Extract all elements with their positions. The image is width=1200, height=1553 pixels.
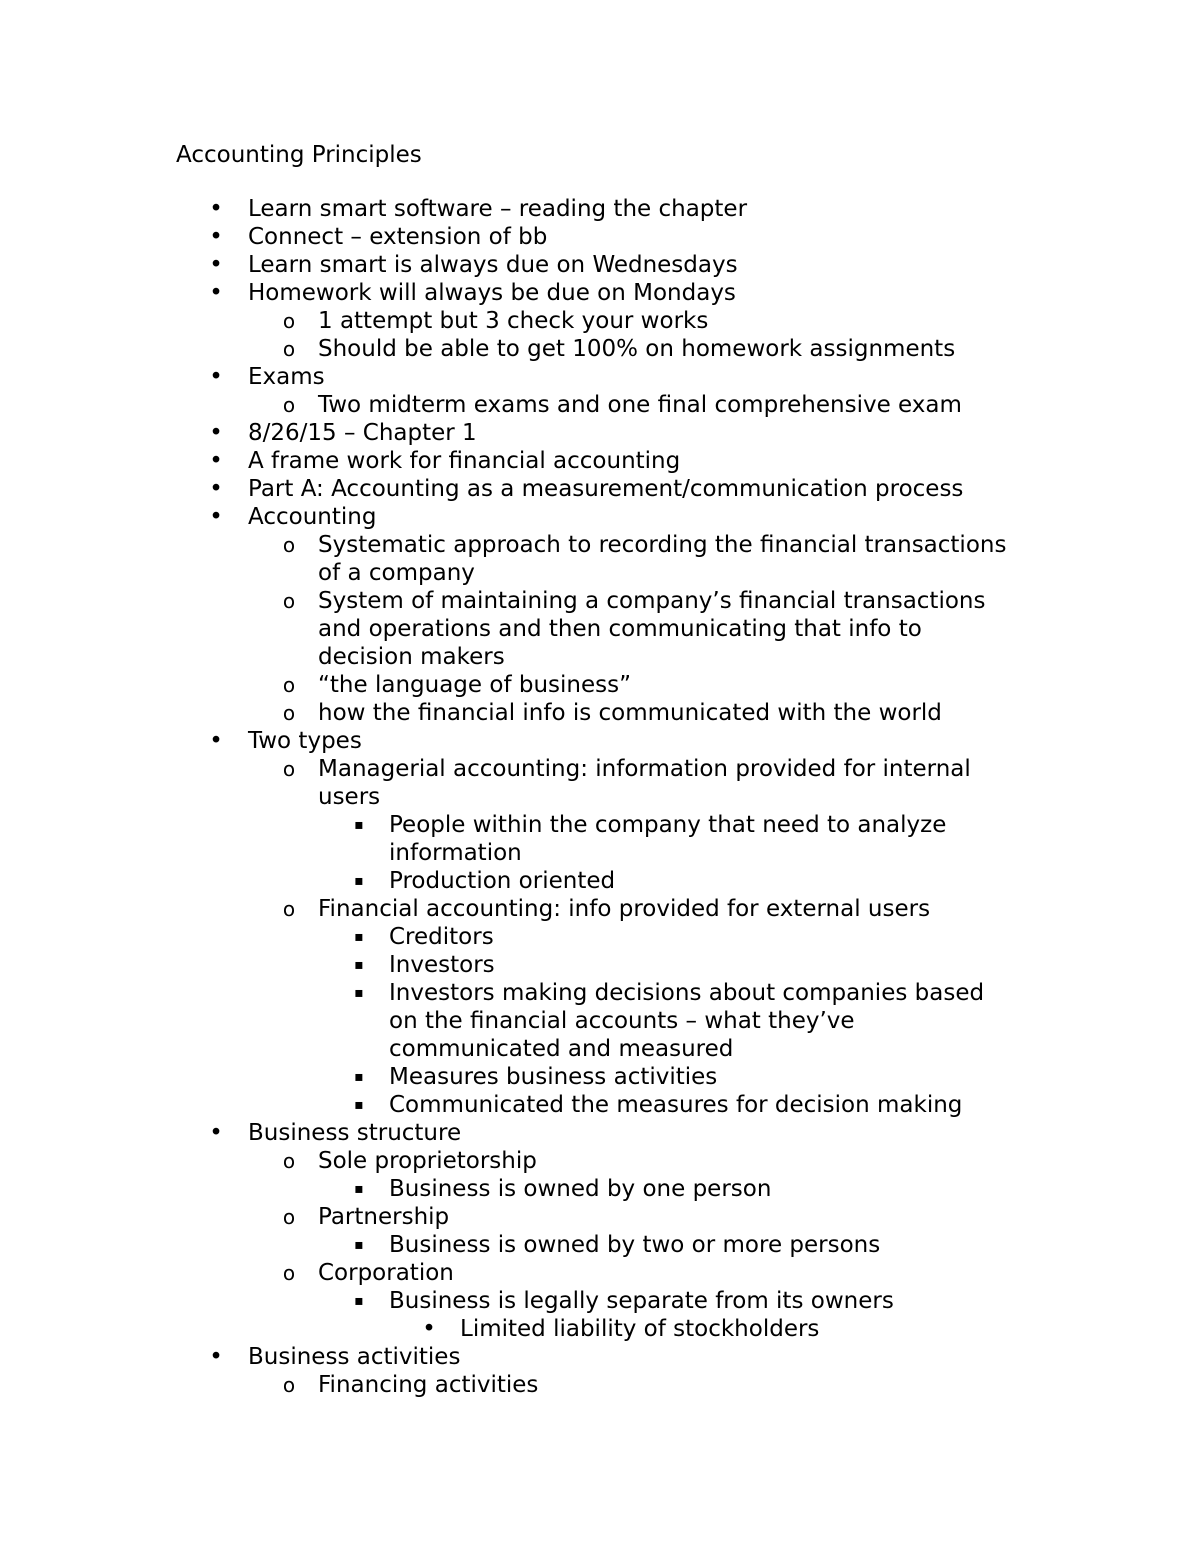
list-item-text: Creditors (389, 924, 494, 950)
bullet-marker-level-2: o (282, 1373, 296, 1397)
bullet-marker-level-3: ▪ (354, 817, 364, 833)
list-item-text: Corporation (318, 1260, 454, 1286)
list-item-text: users (318, 784, 381, 810)
list-item-text: Investors making decisions about companies based (389, 980, 985, 1006)
bullet-marker-level-3: ▪ (354, 1097, 364, 1113)
bullet-marker-level-3: ▪ (354, 985, 364, 1001)
bullet-marker-level-2: o (282, 701, 296, 725)
bullet-marker-level-3: ▪ (354, 929, 364, 945)
list-item-text: Systematic approach to recording the financial transactions (318, 532, 1007, 558)
list-item-text: Business is owned by one person (389, 1176, 772, 1202)
bullet-marker-level-1: • (209, 224, 223, 250)
bullet-marker-level-2: o (282, 309, 296, 333)
list-item-text: Connect – extension of bb (248, 224, 548, 250)
list-item-text: and operations and then communicating that info to (318, 616, 922, 642)
list-item-text: decision makers (318, 644, 505, 670)
list-item-text: Investors (389, 952, 495, 978)
bullet-marker-level-1: • (209, 504, 223, 530)
bullet-marker-level-2: o (282, 1205, 296, 1229)
bullet-marker-level-3: ▪ (354, 873, 364, 889)
list-item-text: Homework will always be due on Mondays (248, 280, 736, 306)
bullet-marker-level-1: • (209, 364, 223, 390)
bullet-marker-level-1: • (209, 420, 223, 446)
list-item-text: Communicated the measures for decision making (389, 1092, 963, 1118)
bullet-marker-level-1: • (209, 280, 223, 306)
list-item-text: Limited liability of stockholders (460, 1316, 820, 1342)
bullet-marker-level-2: o (282, 757, 296, 781)
list-item-text: Business activities (248, 1344, 461, 1370)
list-item-text: Two types (248, 728, 362, 754)
bullet-marker-level-3: ▪ (354, 957, 364, 973)
bullet-marker-level-2: o (282, 393, 296, 417)
bullet-marker-level-1: • (209, 1120, 223, 1146)
bullet-marker-level-1: • (209, 476, 223, 502)
bullet-marker-level-2: o (282, 897, 296, 921)
bullet-marker-level-2: o (282, 589, 296, 613)
list-item-text: A frame work for financial accounting (248, 448, 681, 474)
list-item-text: how the financial info is communicated with the world (318, 700, 942, 726)
list-item-text: of a company (318, 560, 475, 586)
list-item-text: “the language of business” (318, 672, 632, 698)
list-item-text: 1 attempt but 3 check your works (318, 308, 709, 334)
bullet-marker-level-4: • (422, 1316, 436, 1342)
bullet-marker-level-3: ▪ (354, 1237, 364, 1253)
list-item-text: Sole proprietorship (318, 1148, 537, 1174)
bullet-marker-level-3: ▪ (354, 1181, 364, 1197)
bullet-marker-level-1: • (209, 728, 223, 754)
list-item-text: Learn smart software – reading the chapter (248, 196, 748, 222)
bullet-marker-level-1: • (209, 196, 223, 222)
list-item-text: on the financial accounts – what they’ve (389, 1008, 855, 1034)
list-item-text: Two midterm exams and one final comprehensive exam (318, 392, 962, 418)
list-item-text: Partnership (318, 1204, 450, 1230)
list-item-text: Production oriented (389, 868, 616, 894)
list-item-text: Measures business activities (389, 1064, 718, 1090)
list-item-text: Learn smart is always due on Wednesdays (248, 252, 738, 278)
list-item-text: information (389, 840, 522, 866)
list-item-text: communicated and measured (389, 1036, 734, 1062)
bullet-marker-level-1: • (209, 252, 223, 278)
bullet-marker-level-2: o (282, 673, 296, 697)
list-item-text: Exams (248, 364, 325, 390)
list-item-text: Business is legally separate from its owners (389, 1288, 894, 1314)
list-item-text: Part A: Accounting as a measurement/communication process (248, 476, 964, 502)
bullet-marker-level-1: • (209, 1344, 223, 1370)
list-item-text: Business is owned by two or more persons (389, 1232, 881, 1258)
list-item-text: Financial accounting: info provided for external users (318, 896, 931, 922)
bullet-marker-level-2: o (282, 1149, 296, 1173)
bullet-marker-level-2: o (282, 1261, 296, 1285)
list-item-text: 8/26/15 – Chapter 1 (248, 420, 477, 446)
bullet-marker-level-2: o (282, 533, 296, 557)
list-item-text: Business structure (248, 1120, 462, 1146)
list-item-text: Accounting (248, 504, 377, 530)
bullet-marker-level-1: • (209, 448, 223, 474)
list-item-text: Should be able to get 100% on homework assignments (318, 336, 956, 362)
list-item-text: Managerial accounting: information provided for internal (318, 756, 971, 782)
bullet-marker-level-3: ▪ (354, 1069, 364, 1085)
list-item-text: People within the company that need to analyze (389, 812, 947, 838)
bullet-marker-level-3: ▪ (354, 1293, 364, 1309)
list-item-text: System of maintaining a company’s financial transactions (318, 588, 986, 614)
bullet-marker-level-2: o (282, 337, 296, 361)
list-item-text: Financing activities (318, 1372, 539, 1398)
document-title: Accounting Principles (176, 142, 422, 168)
